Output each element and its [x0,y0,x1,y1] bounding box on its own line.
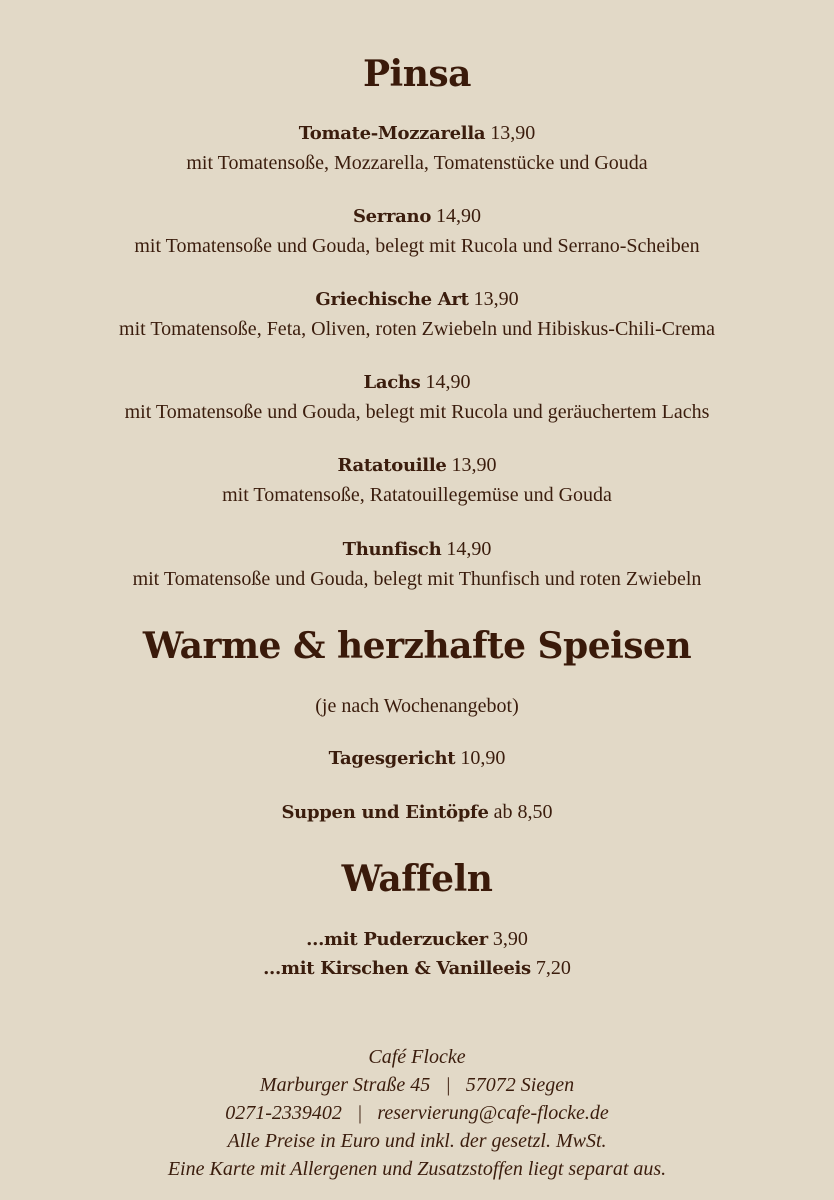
item-description: mit Tomatensoße und Gouda, belegt mit Thunfisch und roten Zwiebeln [132,568,702,590]
item-description: mit Tomatensoße, Feta, Oliven, roten Zwiebeln und Hibiskus-Chili-Crema [119,318,715,340]
menu-item-title [0,204,834,229]
item-price: 14,90 [436,205,482,227]
section-note: (je nach Wochenangebot) [315,695,519,717]
item-name: ...mit Puderzucker [306,929,488,950]
item-name: Griechische Art [315,289,469,310]
item-price: ab 8,50 [493,801,553,823]
item-description: mit Tomatensoße, Mozzarella, Tomatenstücke und Gouda [186,152,648,174]
cafe-name: Café Flocke [368,1046,466,1068]
item-price: 14,90 [425,371,471,393]
section-heading-pinsa: Pinsa [362,53,471,95]
menu-item-title [0,956,834,981]
item-price: 13,90 [451,454,497,476]
menu-item-title [0,927,834,952]
menu-item-title [0,121,834,146]
item-price: 13,90 [473,288,519,310]
item-name: Tagesgericht [328,748,456,769]
menu-item-title [0,453,834,478]
item-price: 14,90 [446,538,492,560]
menu-item-title [0,800,834,825]
item-name: Serrano [352,206,432,227]
item-description: mit Tomatensoße und Gouda, belegt mit Rucola und Serrano-Scheiben [134,235,700,257]
menu-item-title [0,746,834,771]
item-price: 7,20 [535,957,571,979]
section-heading-warm: Warme & herzhafte Speisen [142,625,692,667]
item-name: Thunfisch [342,539,442,560]
item-name: Suppen und Eintöpfe [281,802,489,823]
item-description: mit Tomatensoße, Ratatouillegemüse und Gouda [222,484,612,506]
menu-item-title [0,537,834,562]
item-name: Tomate-Mozzarella [298,123,486,144]
item-description: mit Tomatensoße und Gouda, belegt mit Rucola und geräuchertem Lachs [124,401,710,423]
item-price: 10,90 [460,747,506,769]
item-price: 3,90 [492,928,528,950]
menu-item-title [0,370,834,395]
cafe-contact: 0271-2339402 | reservierung@cafe-flocke.de [225,1102,609,1124]
allergen-note: Eine Karte mit Allergenen und Zusatzstoffen liegt separat aus. [167,1158,667,1180]
price-note: Alle Preise in Euro und inkl. der gesetzl. MwSt. [227,1130,607,1152]
item-name: Ratatouille [337,455,447,476]
item-name: ...mit Kirschen & Vanilleeis [263,958,531,979]
section-heading-waffeln: Waffeln [341,858,493,900]
menu-item-title [0,287,834,312]
cafe-address: Marburger Straße 45 | 57072 Siegen [259,1074,575,1096]
item-price: 13,90 [490,122,536,144]
item-name: Lachs [363,372,421,393]
